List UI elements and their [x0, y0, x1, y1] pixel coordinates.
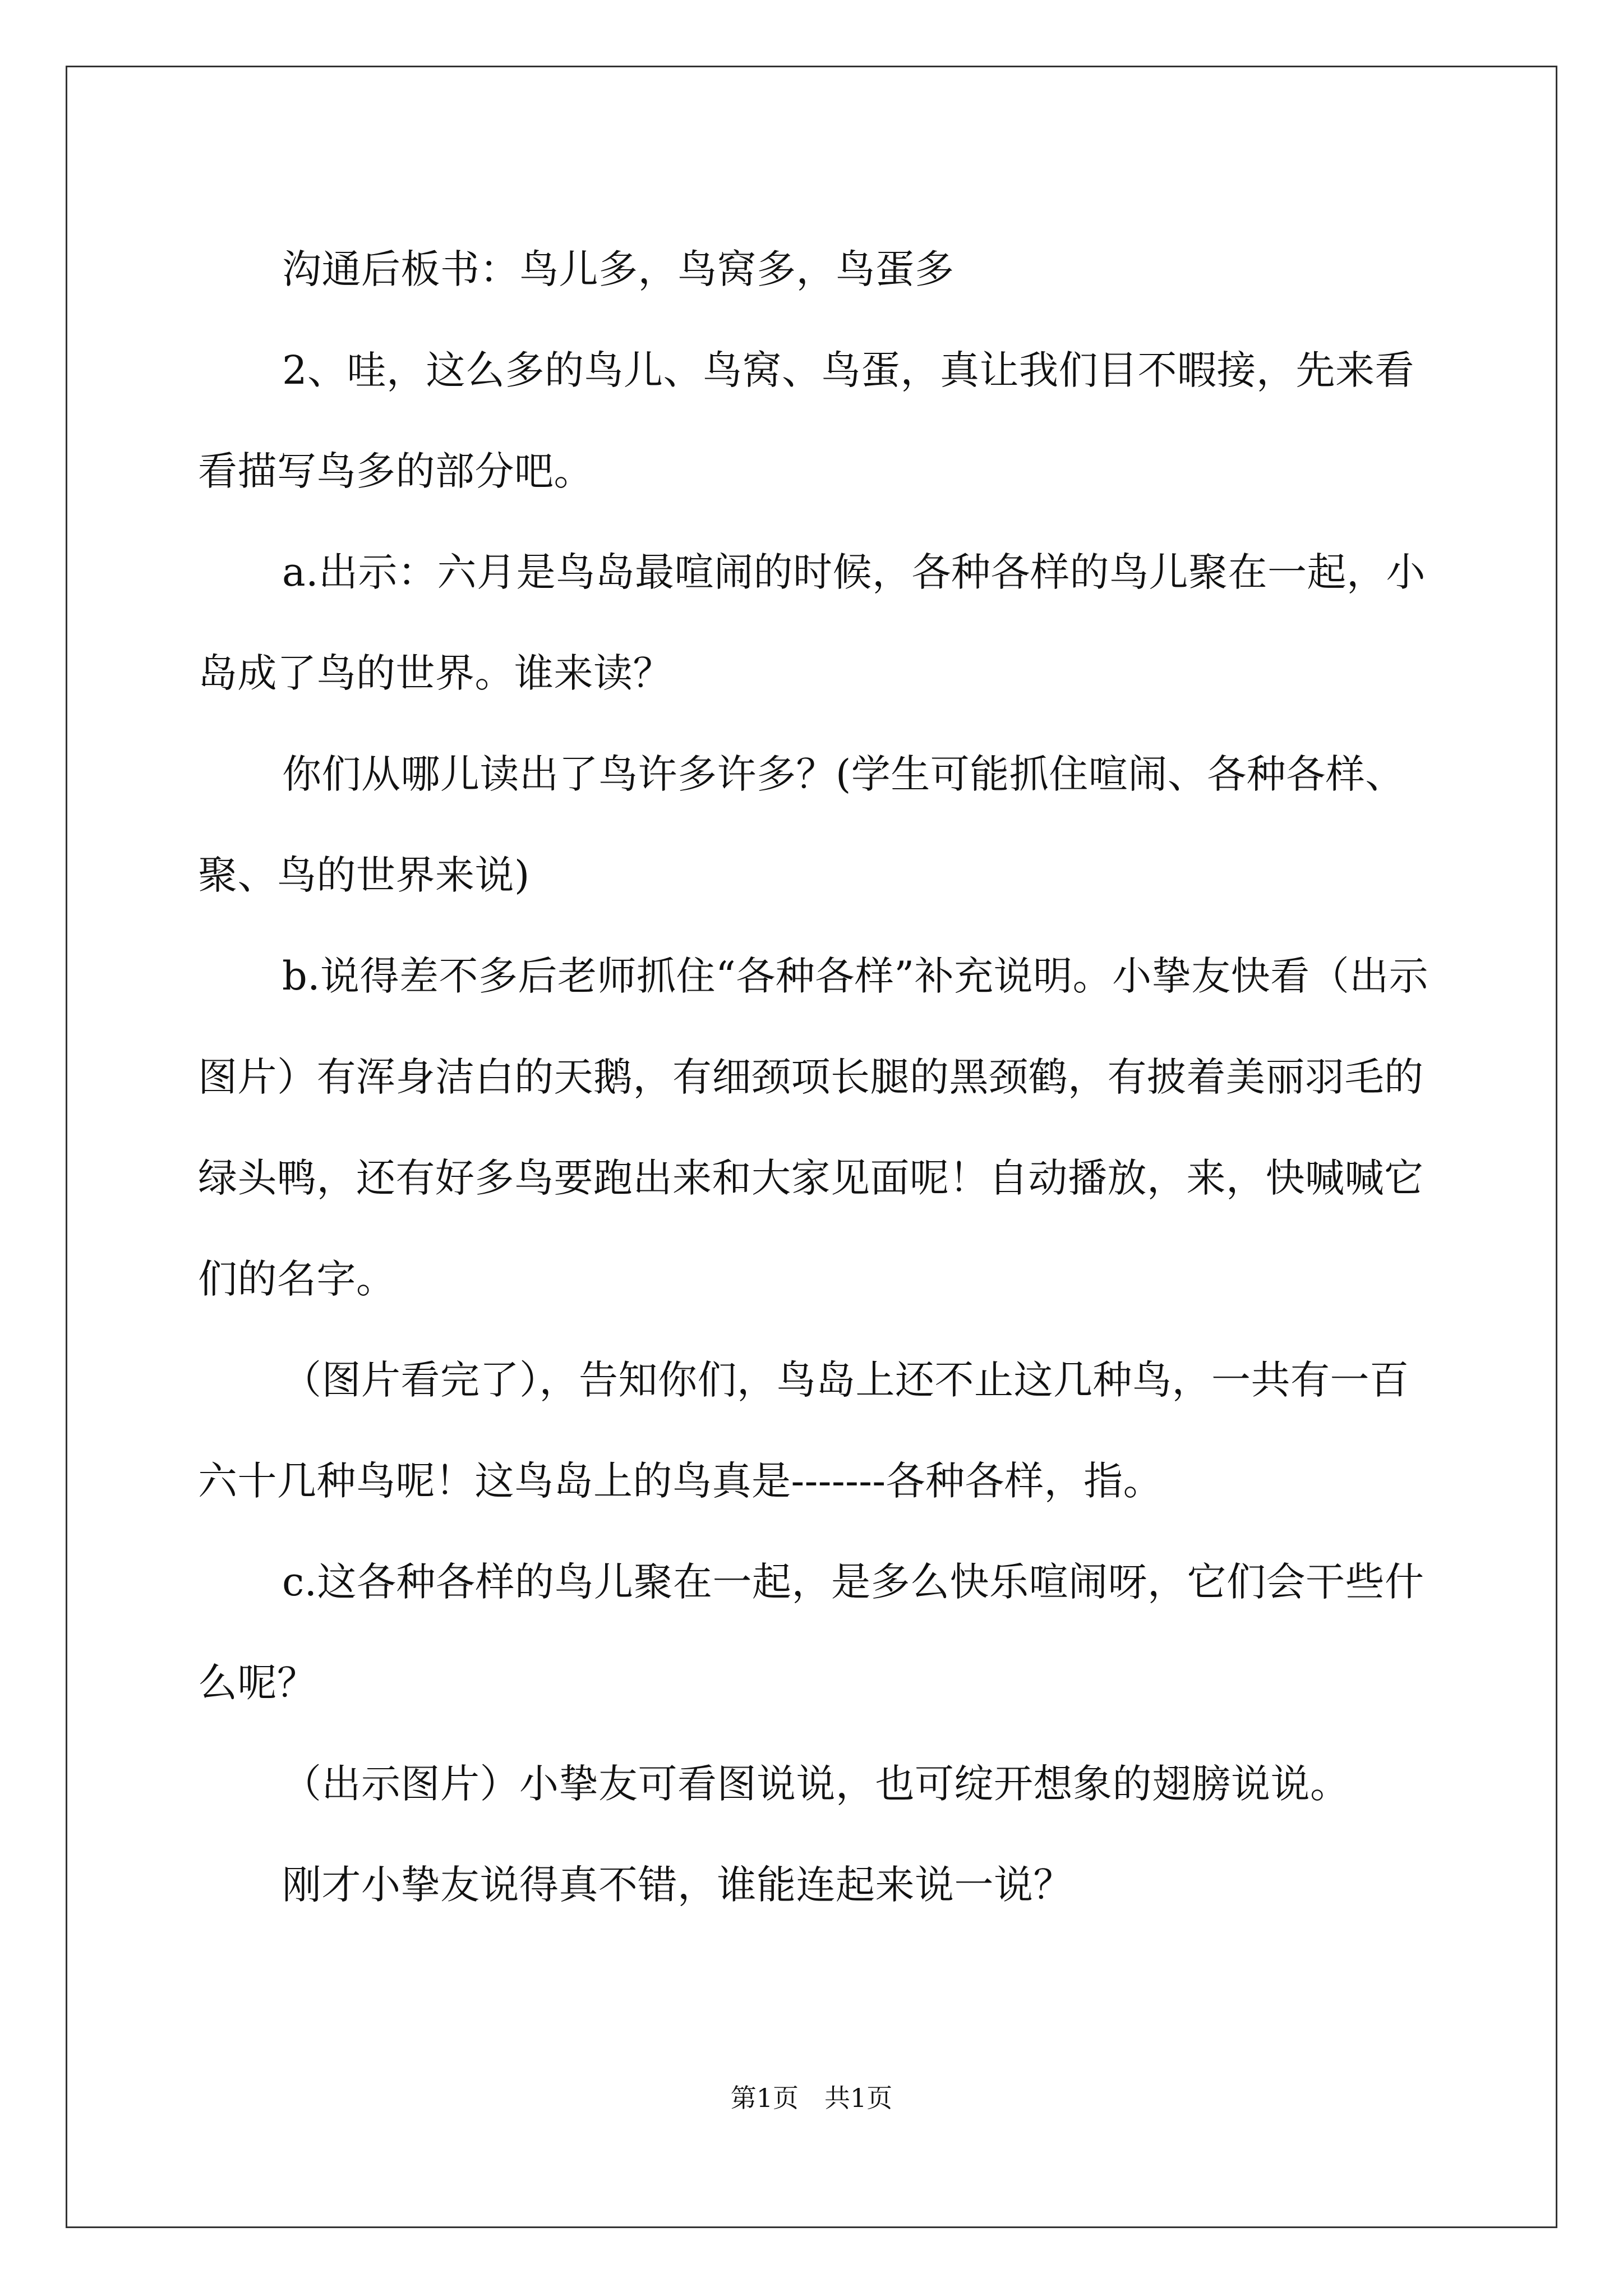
paragraph: a.出示：六月是鸟岛最喧闹的时候，各种各样的鸟儿聚在一起，小岛成了鸟的世界。谁来读？: [198, 549, 1426, 696]
paragraph: （图片看完了），告知你们，鸟岛上还不止这几种鸟，一共有一百六十几种鸟呢！这鸟岛上的鸟真是-------各种各样，指。: [198, 1357, 1409, 1504]
paragraph: c.这各种各样的鸟儿聚在一起，是多么快乐喧闹呀，它们会干些什么呢？: [198, 1559, 1424, 1706]
paragraph: 你们从哪儿读出了鸟许多许多？(学生可能抓住喧闹、各种各样、聚、鸟的世界来说): [198, 751, 1405, 898]
paragraph: 刚才小挚友说得真不错，谁能连起来说一说？: [282, 1862, 1073, 1908]
paragraph: 沟通后板书：鸟儿多，鸟窝多，鸟蛋多: [282, 246, 955, 292]
paragraph: （出示图片）小挚友可看图说说，也可绽开想象的翅膀说说。: [282, 1761, 1350, 1807]
paragraph: b.说得差不多后老师抓住“各种各样”补充说明。小挚友快看（出示图片）有浑身洁白的天鹅，有细颈项长腿的黑颈鹤，有披着美丽羽毛的绿头鸭，还有好多鸟要跑出来和大家见面呢！自动播放，来，快喊喊它们的名字。: [198, 953, 1429, 1302]
document-body: [198, 219, 1437, 1935]
paragraph: 2、哇，这么多的鸟儿、鸟窝、鸟蛋，真让我们目不暇接，先来看看描写鸟多的部分吧。: [198, 347, 1415, 494]
page-number: 第1页 共1页: [730, 2083, 893, 2113]
